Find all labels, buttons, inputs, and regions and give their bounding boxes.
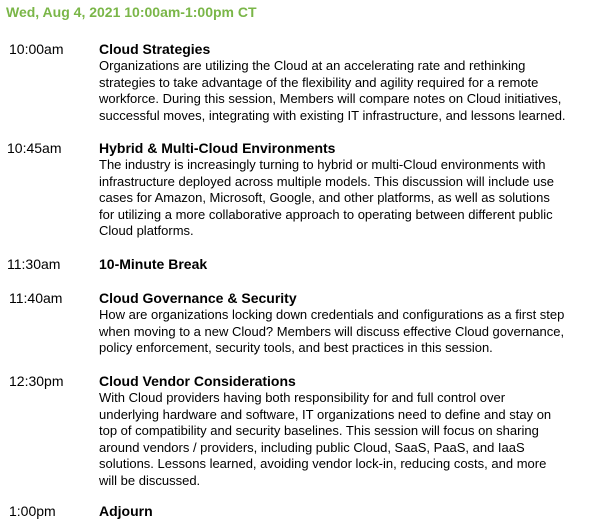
session-title: Hybrid & Multi-Cloud Environments <box>99 140 336 156</box>
session-time: 10:00am <box>9 41 64 57</box>
session-title: Cloud Governance & Security <box>99 290 297 306</box>
session-time: 1:00pm <box>9 503 56 519</box>
session-time: 10:45am <box>7 140 62 156</box>
session-description: With Cloud providers having both responsibility for and full control over underlying hardware and software, IT organizations need to define and stay on top of compatibility and security baselines. This session will focus on sharing around vendors / providers, including public Cloud, SaaS, PaaS, and IaaS solutions. Lessons learned, avoiding vendor lock-in, reducing costs, and more will be discussed. <box>99 390 552 488</box>
agenda-date-header: Wed, Aug 4, 2021 10:00am-1:00pm CT <box>6 4 257 20</box>
session-description: Organizations are utilizing the Cloud at an accelerating rate and rethinking strategies to take advantage of the flexibility and agility required for a remote workforce. During this session, Members will compare notes on Cloud initiatives, successful moves, integrating with existing IT infrastructure, and lessons learned. <box>99 58 566 123</box>
session-time: 11:40am <box>9 290 63 306</box>
session-title: Cloud Strategies <box>99 41 211 57</box>
session-title: Adjourn <box>99 503 153 519</box>
session-description: How are organizations locking down credentials and configurations as a first step when moving to a new Cloud? Members will discuss effective Cloud governance, policy enforcement, security tools, and best practices in this session. <box>99 307 565 356</box>
session-title: Cloud Vendor Considerations <box>99 373 296 389</box>
session-description: The industry is increasingly turning to hybrid or multi-Cloud environments with infrastructure deployed across multiple models. This discussion will include use cases for Amazon, Microsoft, Google, and other platforms, as well as solutions for utilizing a more collaborative approach to operating between different public Cloud platforms. <box>99 157 554 239</box>
session-time: 11:30am <box>7 256 61 272</box>
session-title: 10-Minute Break <box>99 256 208 272</box>
session-time: 12:30pm <box>9 373 64 389</box>
